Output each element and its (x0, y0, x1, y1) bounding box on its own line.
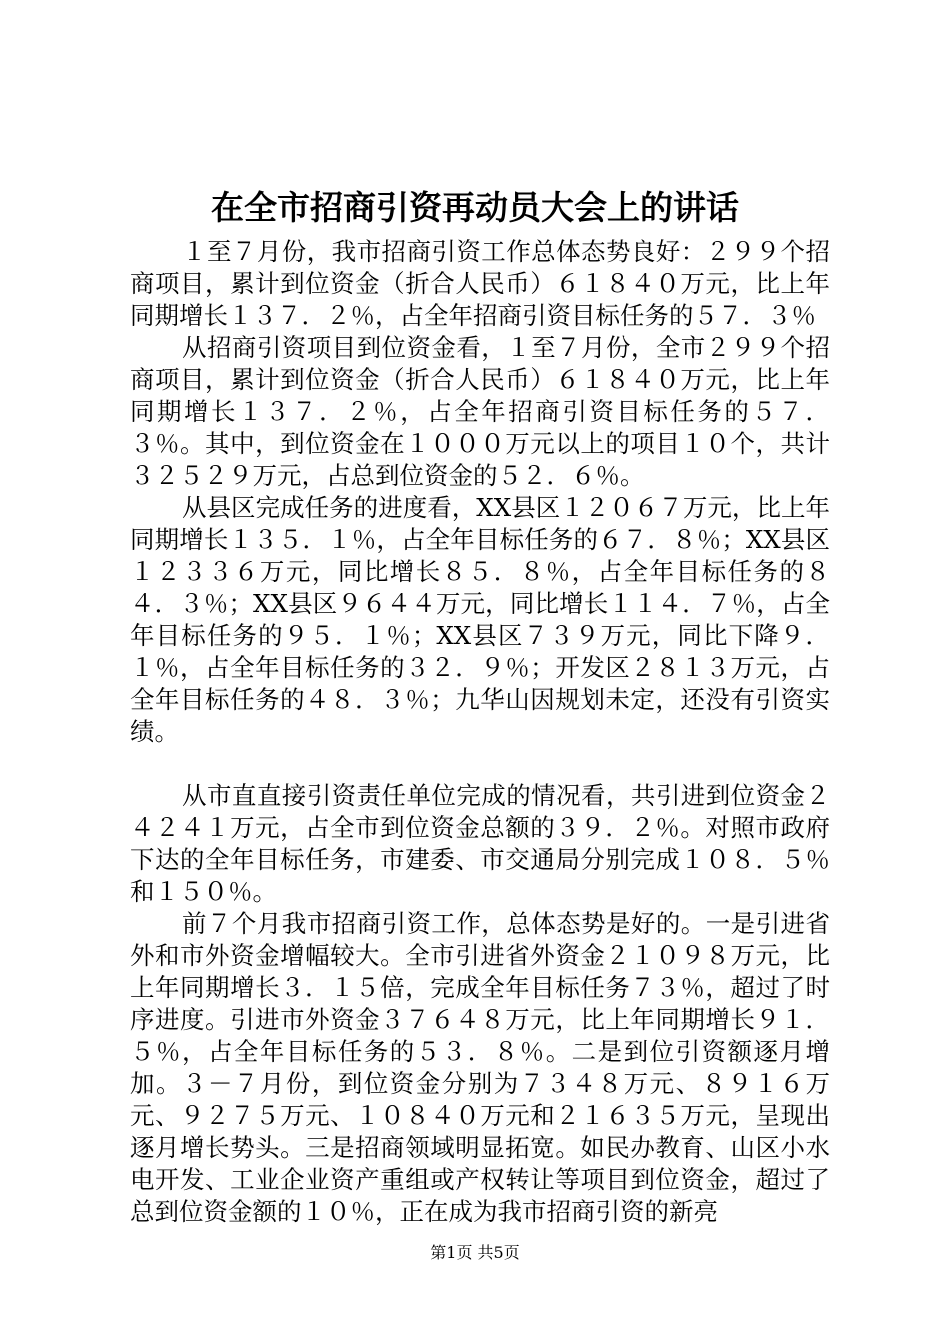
paragraph-5: 前７个月我市招商引资工作，总体态势是好的。一是引进省外和市外资金增幅较大。全市引进省外资金２１０９８万元，比上年同期增长３．１５倍，完成全年目标任务７３％，超过了时序进度。引进市外资金３７６４８万元，比上年同期增长９１．５％，占全年目标任务的５３．８％。二是到位引资额逐月增加。３－７月份，到位资金分别为７３４８万元、８９１６万元、９２７５万元、１０８４０万元和２１６３５万元，呈现出逐月增长势头。三是招商领域明显拓宽。如民办教育、山区小水电开发、工业企业资产重组或产权转让等项目到位资金，超过了总到位资金额的１０％，正在成为我市招商引资的新亮 (130, 909, 830, 1226)
paragraph-1: １至７月份，我市招商引资工作总体态势良好：２９９个招商项目，累计到位资金（折合人民币）６１８４０万元，比上年同期增长１３７．２％，占全年招商引资目标任务的５７．３％ (130, 237, 830, 330)
document-body (130, 236, 830, 1228)
paragraph-3: 从县区完成任务的进度看，XX县区１２０６７万元，比上年同期增长１３５．１％，占全年目标任务的６７．８％；XX县区１２３３６万元，同比增长８５．８％，占全年目标任务的８４．３％；XX县区９６４４万元，同比增长１１４．７％，占全年目标任务的９５．１％；XX县区７３９万元，同比下降９．１％，占全年目标任务的３２．９％；开发区２８１３万元，占全年目标任务的４８．３％；九华山因规划未定，还没有引资实绩。 (130, 493, 830, 746)
document-title: 在全市招商引资再动员大会上的讲话 (211, 188, 739, 227)
page-number-footer: 第1页 共5页 (430, 1243, 520, 1262)
paragraph-2: 从招商引资项目到位资金看，１至７月份，全市２９９个招商项目，累计到位资金（折合人民币）６１８４０万元，比上年同期增长１３７．２％，占全年招商引资目标任务的５７．３％。其中，到位资金在１０００万元以上的项目１０个，共计３２５２９万元，占总到位资金的５２．６％。 (130, 333, 830, 490)
paragraph-4: 从市直直接引资责任单位完成的情况看，共引进到位资金２４２４１万元，占全市到位资金总额的３９．２％。对照市政府下达的全年目标任务，市建委、市交通局分别完成１０８．５％和１５０％。 (130, 781, 830, 906)
